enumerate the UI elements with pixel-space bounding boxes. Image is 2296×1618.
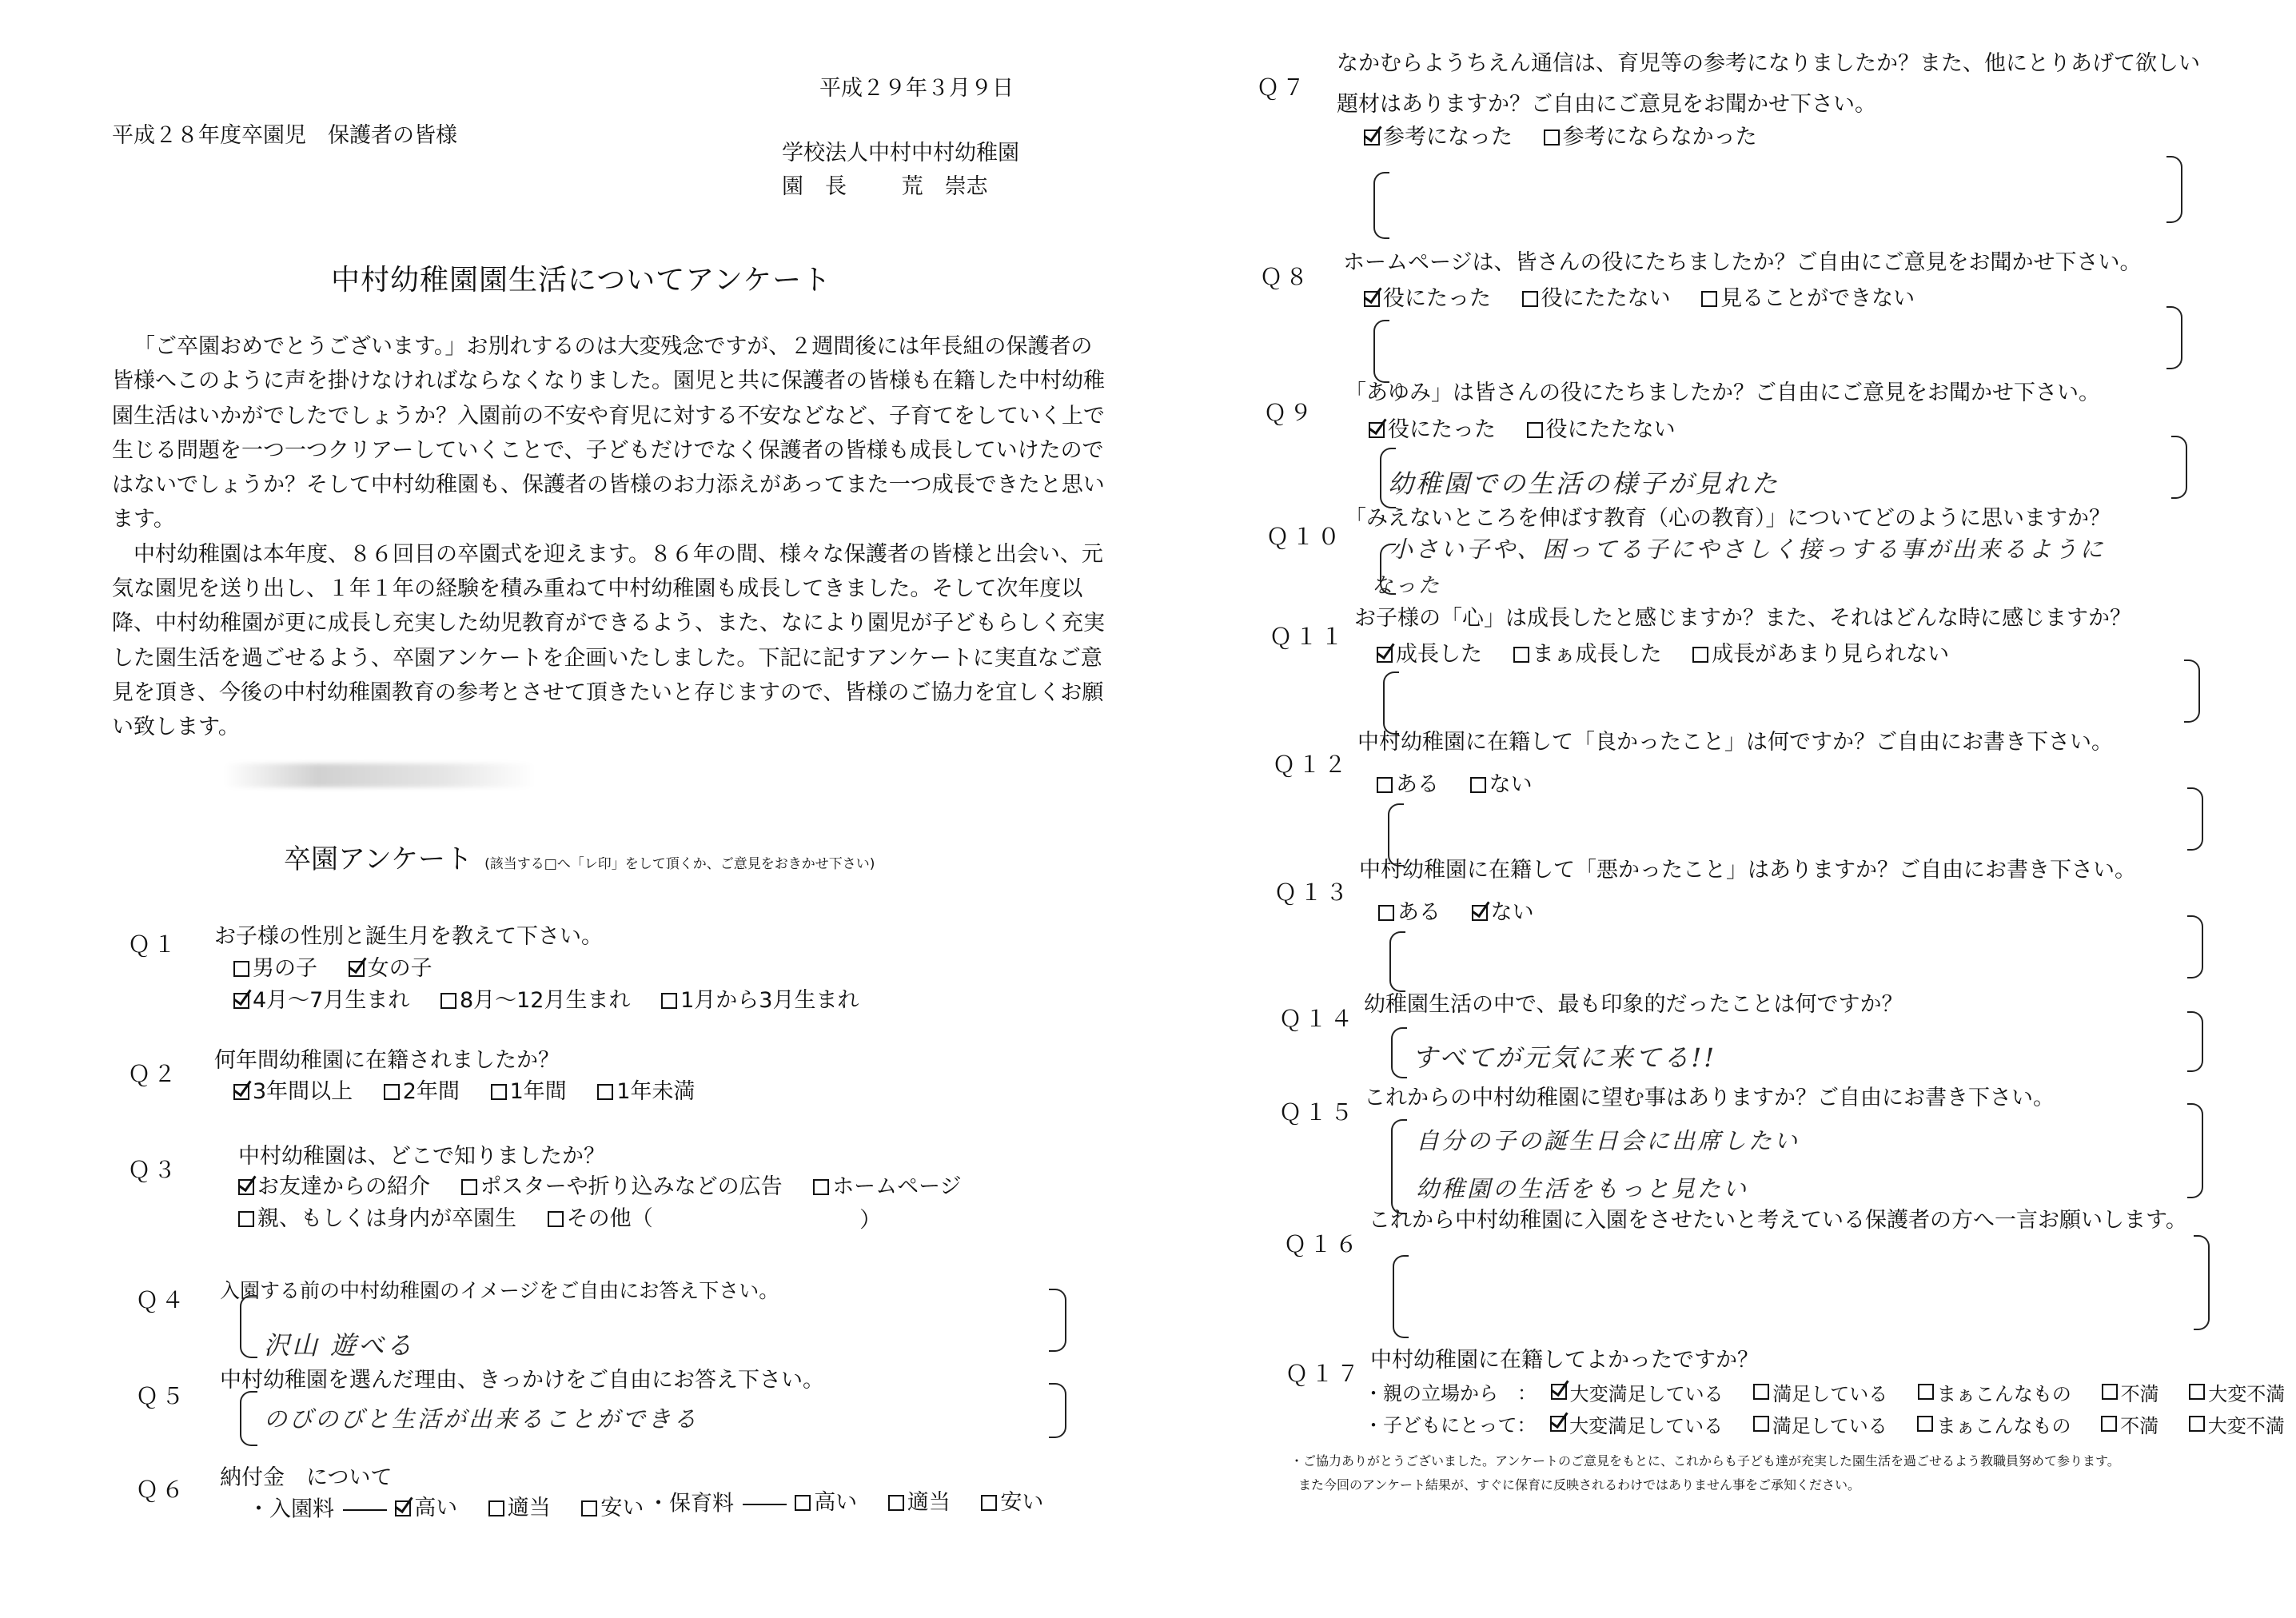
q4-answer-bracket-right xyxy=(1049,1289,1066,1352)
q4-answer[interactable]: 沢山 遊べる xyxy=(264,1330,415,1361)
q3-other-checkbox[interactable] xyxy=(548,1211,564,1227)
q6-fee1-high[interactable]: 高い xyxy=(395,1497,457,1519)
q16-answer-bracket-left xyxy=(1393,1255,1409,1338)
q12-answer-bracket-right xyxy=(2187,787,2203,851)
q7-option-helpful[interactable]: 参考になった xyxy=(1364,126,1513,148)
q1-apr-jul-checkbox[interactable] xyxy=(233,993,249,1009)
q17-parent-very-dissatisfied[interactable]: 大変不満 xyxy=(2189,1378,2285,1406)
q15-answer-line1[interactable]: 自分の子の誕生日会に出席したい xyxy=(1416,1127,1800,1154)
q8-answer-bracket-right xyxy=(2166,306,2182,369)
q6-fee1-low-checkbox[interactable] xyxy=(581,1500,597,1516)
q14-answer[interactable]: すべてが元気に来てる!! xyxy=(1412,1042,1717,1073)
q13-no-checkbox[interactable] xyxy=(1472,905,1488,921)
q7-not-helpful-checkbox[interactable] xyxy=(1544,130,1560,145)
q17-child-very-satisfied[interactable]: 大変満足している xyxy=(1550,1410,1723,1438)
q4-text: 入園する前の中村幼稚園のイメージをご自由にお答え下さい。 xyxy=(220,1279,779,1302)
q2-option-1y[interactable]: 1年間 xyxy=(491,1081,567,1102)
q9-option-not-useful[interactable]: 役にたたない xyxy=(1527,419,1676,440)
q13-number: Ｑ１３ xyxy=(1274,879,1352,906)
q2-number: Ｑ２ xyxy=(128,1061,180,1087)
q9-answer[interactable]: 幼稚園での生活の様子が見れた xyxy=(1388,468,1780,499)
q5-answer-bracket-left xyxy=(240,1391,257,1446)
q6-fee1 xyxy=(248,1497,668,1520)
q7-options xyxy=(1364,126,1781,149)
q9-number: Ｑ９ xyxy=(1264,400,1316,426)
q16-number: Ｑ１６ xyxy=(1284,1231,1361,1257)
q17-child-okay[interactable]: まぁこんなもの xyxy=(1917,1410,2071,1438)
q7-answer-bracket-right xyxy=(2166,156,2182,223)
survey-heading-title: 卒園アンケート xyxy=(284,843,472,875)
q17-parent-okay-checkbox[interactable] xyxy=(1918,1384,1934,1400)
q3-family-checkbox[interactable] xyxy=(238,1211,254,1227)
q12-no-checkbox[interactable] xyxy=(1470,777,1486,793)
q13-yes-checkbox[interactable] xyxy=(1378,905,1394,921)
q1-option-girl[interactable]: 女の子 xyxy=(349,958,432,979)
q6-fee1-fair[interactable]: 適当 xyxy=(488,1497,551,1519)
q6-fee2-low-checkbox[interactable] xyxy=(981,1495,997,1511)
q6-fee2-high[interactable]: 高い xyxy=(795,1492,857,1513)
q2-less-checkbox[interactable] xyxy=(597,1084,613,1100)
q17-child-satisfied-checkbox[interactable] xyxy=(1753,1416,1769,1432)
q12-options xyxy=(1377,774,1557,797)
q13-option-yes[interactable]: ある xyxy=(1378,902,1441,923)
q2-option-3y[interactable]: 3年間以上 xyxy=(233,1081,353,1102)
q16-answer-bracket-right xyxy=(2194,1235,2210,1330)
q6-fee2-fair[interactable]: 適当 xyxy=(888,1492,951,1513)
q7-answer-bracket-left xyxy=(1373,172,1389,239)
q3-option-homepage[interactable]: ホームページ xyxy=(813,1176,961,1198)
q15-answer-bracket-right xyxy=(2187,1103,2203,1198)
q7-helpful-checkbox[interactable] xyxy=(1364,130,1380,145)
q17-parent-satisfied[interactable]: 満足している xyxy=(1753,1378,1887,1406)
q8-text: ホームページは、皆さんの役にたちましたか？ご自由にご意見をお聞かせ下さい。 xyxy=(1343,250,2142,275)
q14-answer-bracket-left xyxy=(1391,1027,1407,1078)
principal-name: 荒 崇志 xyxy=(901,174,988,199)
q11-answer-bracket-left xyxy=(1383,672,1399,735)
q6-fee2-fair-checkbox[interactable] xyxy=(888,1495,904,1511)
q8-answer-bracket-left xyxy=(1373,320,1389,383)
q1-option-aug-dec[interactable]: 8月～12月生まれ xyxy=(440,990,631,1011)
q17-row-child xyxy=(1364,1409,2296,1438)
q17-parent-okay[interactable]: まぁこんなもの xyxy=(1918,1378,2071,1406)
q1-number: Ｑ１ xyxy=(128,931,180,958)
q6-fee1-fair-checkbox[interactable] xyxy=(488,1500,504,1516)
q17-row1-label: ・親の立場から ： xyxy=(1364,1382,1537,1405)
q11-little-checkbox[interactable] xyxy=(1692,647,1708,663)
q17-child-okay-checkbox[interactable] xyxy=(1917,1416,1933,1432)
q1-row1 xyxy=(233,958,456,981)
q17-number: Ｑ１７ xyxy=(1286,1361,1363,1387)
q3-other-close: ） xyxy=(859,1207,882,1233)
q3-row1 xyxy=(238,1176,986,1199)
q7-text-line2: 題材はありますか？ご自由にご意見をお聞かせ下さい。 xyxy=(1337,92,1876,117)
q3-number: Ｑ３ xyxy=(128,1157,180,1183)
intro-text xyxy=(112,329,1111,745)
q7-option-not-helpful[interactable]: 参考にならなかった xyxy=(1544,126,1757,148)
q3-option-poster[interactable]: ポスターや折り込みなどの広告 xyxy=(461,1176,783,1198)
q3-row2 xyxy=(238,1208,881,1231)
q9-option-useful[interactable]: 役にたった xyxy=(1369,419,1496,440)
q3-friend-checkbox[interactable] xyxy=(238,1179,254,1195)
q7-number: Ｑ７ xyxy=(1257,74,1309,101)
q14-number: Ｑ１４ xyxy=(1279,1006,1357,1032)
q1-girl-checkbox[interactable] xyxy=(349,961,365,977)
q9-options xyxy=(1369,419,1700,442)
q6-fee2 xyxy=(648,1492,1067,1515)
q17-child-very-satisfied-checkbox[interactable] xyxy=(1550,1416,1566,1432)
q2-option-2y[interactable]: 2年間 xyxy=(384,1081,460,1102)
q2-text: 何年間幼稚園に在籍されましたか？ xyxy=(214,1048,560,1073)
q16-text: これから中村幼稚園に入園をさせたいと考えている保護者の方へ一言お願いします。 xyxy=(1369,1208,2187,1233)
survey-instruction: (該当する□へ「レ印」をして頂くか、ご意見をおきかせ下さい) xyxy=(484,856,875,872)
q12-text: 中村幼稚園に在籍して「良かったこと」は何ですか？ご自由にお書き下さい。 xyxy=(1357,730,2113,755)
q15-number: Ｑ１５ xyxy=(1279,1099,1357,1126)
q17-row-parent xyxy=(1364,1377,2296,1406)
q12-option-no[interactable]: ない xyxy=(1470,774,1533,795)
q12-yes-checkbox[interactable] xyxy=(1377,777,1393,793)
q9-not-useful-checkbox[interactable] xyxy=(1527,422,1543,438)
q6-fee2-low[interactable]: 安い xyxy=(981,1492,1043,1513)
redacted-mark xyxy=(224,763,536,787)
q11-text: お子様の「心」は成長したと感じますか？また、それはどんな時に感じますか？ xyxy=(1354,606,2131,631)
q10-text: 「みえないところを伸ばす教育（心の教育）」についてどのように思いますか？ xyxy=(1345,506,2111,531)
q6-fee2-label: ・保育料 xyxy=(648,1491,734,1516)
q17-parent-very-satisfied-checkbox[interactable] xyxy=(1551,1384,1567,1400)
q1-aug-dec-checkbox[interactable] xyxy=(440,993,456,1009)
q13-answer-bracket-left xyxy=(1389,931,1405,992)
q1-option-jan-mar[interactable]: 1月から3月生まれ xyxy=(661,990,859,1011)
q7-text-line1: なかむらようちえん通信は、育児等の参考になりましたか？また、他にとりあげて欲しい xyxy=(1337,51,2200,76)
q11-option-little[interactable]: 成長があまり見られない xyxy=(1692,644,1949,665)
q17-child-satisfied[interactable]: 満足している xyxy=(1753,1410,1887,1438)
q5-answer-bracket-right xyxy=(1049,1383,1066,1438)
q8-number: Ｑ８ xyxy=(1260,264,1312,290)
q17-parent-very-dissatisfied-checkbox[interactable] xyxy=(2189,1384,2205,1400)
q5-number: Ｑ５ xyxy=(136,1383,188,1409)
q3-poster-checkbox[interactable] xyxy=(461,1179,477,1195)
q17-parent-very-satisfied[interactable]: 大変満足している xyxy=(1551,1378,1724,1406)
q5-answer[interactable]: のびのびと生活が出来ることができる xyxy=(264,1405,700,1433)
q17-child-dissatisfied[interactable]: 不満 xyxy=(2101,1410,2158,1438)
q4-number: Ｑ４ xyxy=(136,1287,188,1313)
footer-line1: ・ご協力ありがとうございました。アンケートのご意見をもとに、これからも子ども達が充実した園生活を過ごせるよう教職員努めて参ります。 xyxy=(1290,1453,2120,1469)
q13-answer-bracket-right xyxy=(2187,915,2203,978)
q1-jan-mar-checkbox[interactable] xyxy=(661,993,677,1009)
q3-option-friend[interactable]: お友達からの紹介 xyxy=(238,1176,430,1198)
q1-row2 xyxy=(233,990,883,1013)
intro-paragraph-1: 「ご卒園おめでとうございます。」お別れするのは大変残念ですが、２週間後には年長組の保護者の皆様へこのように声を掛けなければならなくなりました。園児と共に保護者の皆様も在籍した中村幼稚園生活はいかがでしたでしょうか？入園前の不安や育児に対する不安などなど、子育てをしていく上で生じる問題を一つ一つクリアーしていくことで、子どもだけでなく保護者の皆様も成長していけたのではないでしょうか？そして中村幼稚園も、保護者の皆様のお力添えがあってまた一つ成長できたと思います。 xyxy=(112,334,1105,532)
q17-parent-satisfied-checkbox[interactable] xyxy=(1753,1384,1769,1400)
q6-fee2-dash xyxy=(743,1504,787,1505)
q6-text: 納付金 について xyxy=(220,1465,393,1490)
footer-line2: また今回のアンケート結果が、すぐに保育に反映されるわけではありません事をご承知ください。 xyxy=(1298,1477,1861,1492)
right-page xyxy=(1148,0,2296,1618)
q13-text: 中村幼稚園に在籍して「悪かったこと」はありますか？ご自由にお書き下さい。 xyxy=(1359,858,2136,883)
q3-text: 中村幼稚園は、どこで知りましたか？ xyxy=(238,1144,605,1169)
q10-number: Ｑ１０ xyxy=(1266,524,1344,550)
q12-number: Ｑ１２ xyxy=(1273,751,1350,778)
q6-number: Ｑ６ xyxy=(136,1477,188,1503)
q17-text: 中村幼稚園に在籍してよかったですか？ xyxy=(1370,1348,1759,1373)
q8-option-not-useful[interactable]: 役にたたない xyxy=(1522,288,1671,309)
q12-option-yes[interactable]: ある xyxy=(1377,774,1439,795)
q14-text: 幼稚園生活の中で、最も印象的だったことは何ですか？ xyxy=(1364,992,1903,1017)
q5-text: 中村幼稚園を選んだ理由、きっかけをご自由にお答え下さい。 xyxy=(220,1368,824,1393)
q9-useful-checkbox[interactable] xyxy=(1369,422,1385,438)
q14-answer-bracket-right xyxy=(2187,1011,2203,1072)
q8-cannot-view-checkbox[interactable] xyxy=(1701,291,1717,307)
intro-paragraph-2: 中村幼稚園は本年度、８６回目の卒園式を迎えます。８６年の間、様々な保護者の皆様と出会い、元気な園児を送り出し、１年１年の経験を積み重ねて中村幼稚園も成長してきました。そして次年度以降、中村幼稚園が更に成長し充実した幼児教育ができるよう、また、なにより園児が子どもらしく充実した園生活を過ごせるよう、卒園アンケートを企画いたしました。下記に記すアンケートに実直なご意見を頂き、今後の中村幼稚園教育の参考とさせて頂きたいと存じますので、皆様のご協力を宜しくお願い致します。 xyxy=(112,541,1105,740)
principal xyxy=(782,176,988,197)
q3-homepage-checkbox[interactable] xyxy=(813,1179,829,1195)
q2-option-less[interactable]: 1年未満 xyxy=(597,1081,695,1102)
q15-answer-bracket-left xyxy=(1391,1119,1407,1214)
q9-text: 「あゆみ」は皆さんの役にたちましたか？ご自由にご意見をお聞かせ下さい。 xyxy=(1345,381,2100,405)
q13-option-no[interactable]: ない xyxy=(1472,902,1534,923)
q3-option-family[interactable]: 親、もしくは身内が卒園生 xyxy=(238,1208,516,1229)
q4-answer-bracket-left xyxy=(240,1295,257,1358)
school-name: 学校法人中村中村幼稚園 xyxy=(782,141,1019,165)
q3-option-other[interactable]: その他（ xyxy=(548,1208,653,1229)
q11-option-grew[interactable]: 成長した xyxy=(1377,644,1482,665)
principal-role: 園 長 xyxy=(782,174,847,199)
q17-row2-label: ・子どもにとって： xyxy=(1364,1414,1537,1437)
q6-fee1-low[interactable]: 安い xyxy=(581,1497,644,1519)
q2-options xyxy=(233,1081,719,1104)
q2-2y-checkbox[interactable] xyxy=(384,1084,400,1100)
q2-3y-checkbox[interactable] xyxy=(233,1084,249,1100)
q1-text: お子様の性別と誕生月を教えて下さい。 xyxy=(214,924,603,949)
q15-answer-line2[interactable]: 幼稚園の生活をもっと見たい xyxy=(1416,1175,1749,1202)
q8-not-useful-checkbox[interactable] xyxy=(1522,291,1538,307)
document-date: 平成２９年３月９日 xyxy=(819,76,1014,101)
q2-1y-checkbox[interactable] xyxy=(491,1084,507,1100)
q17-child-very-dissatisfied-checkbox[interactable] xyxy=(2189,1416,2205,1432)
q1-boy-checkbox[interactable] xyxy=(233,961,249,977)
q9-answer-bracket-right xyxy=(2171,436,2187,499)
q17-parent-dissatisfied[interactable]: 不満 xyxy=(2102,1378,2159,1406)
q8-option-useful[interactable]: 役にたった xyxy=(1364,288,1491,309)
q6-fee1-dash xyxy=(343,1509,387,1511)
q13-options xyxy=(1378,902,1558,925)
q10-answer-line2[interactable]: なった xyxy=(1372,574,1442,598)
survey-heading xyxy=(284,837,875,876)
q6-fee2-high-checkbox[interactable] xyxy=(795,1495,811,1511)
page-title: 中村幼稚園園生活についてアンケート xyxy=(331,264,832,297)
q11-options xyxy=(1377,644,1973,667)
q11-answer-bracket-right xyxy=(2184,660,2200,723)
q15-text: これからの中村幼稚園に望む事はありますか？ご自由にお書き下さい。 xyxy=(1364,1086,2055,1110)
q6-fee1-high-checkbox[interactable] xyxy=(395,1500,411,1516)
q6-fee1-label: ・入園料 xyxy=(248,1496,334,1522)
q8-options xyxy=(1364,288,1939,311)
q11-number: Ｑ１１ xyxy=(1270,624,1347,650)
recipient-line: 平成２８年度卒園児 保護者の皆様 xyxy=(112,123,457,148)
q1-option-apr-jul[interactable]: 4月～7月生まれ xyxy=(233,990,409,1011)
q17-parent-dissatisfied-checkbox[interactable] xyxy=(2102,1384,2118,1400)
q1-option-boy[interactable]: 男の子 xyxy=(233,958,317,979)
q17-child-very-dissatisfied[interactable]: 大変不満 xyxy=(2189,1410,2285,1438)
q17-child-dissatisfied-checkbox[interactable] xyxy=(2101,1416,2117,1432)
q11-grew-checkbox[interactable] xyxy=(1377,647,1393,663)
q10-answer-line1[interactable]: 小さい子や、困ってる子にやさしく接っする事が出来るように xyxy=(1389,536,2106,563)
q8-option-cannot-view[interactable]: 見ることができない xyxy=(1701,288,1915,309)
q11-somewhat-checkbox[interactable] xyxy=(1513,647,1529,663)
q11-option-somewhat[interactable]: まぁ成長した xyxy=(1513,644,1662,665)
q8-useful-checkbox[interactable] xyxy=(1364,291,1380,307)
